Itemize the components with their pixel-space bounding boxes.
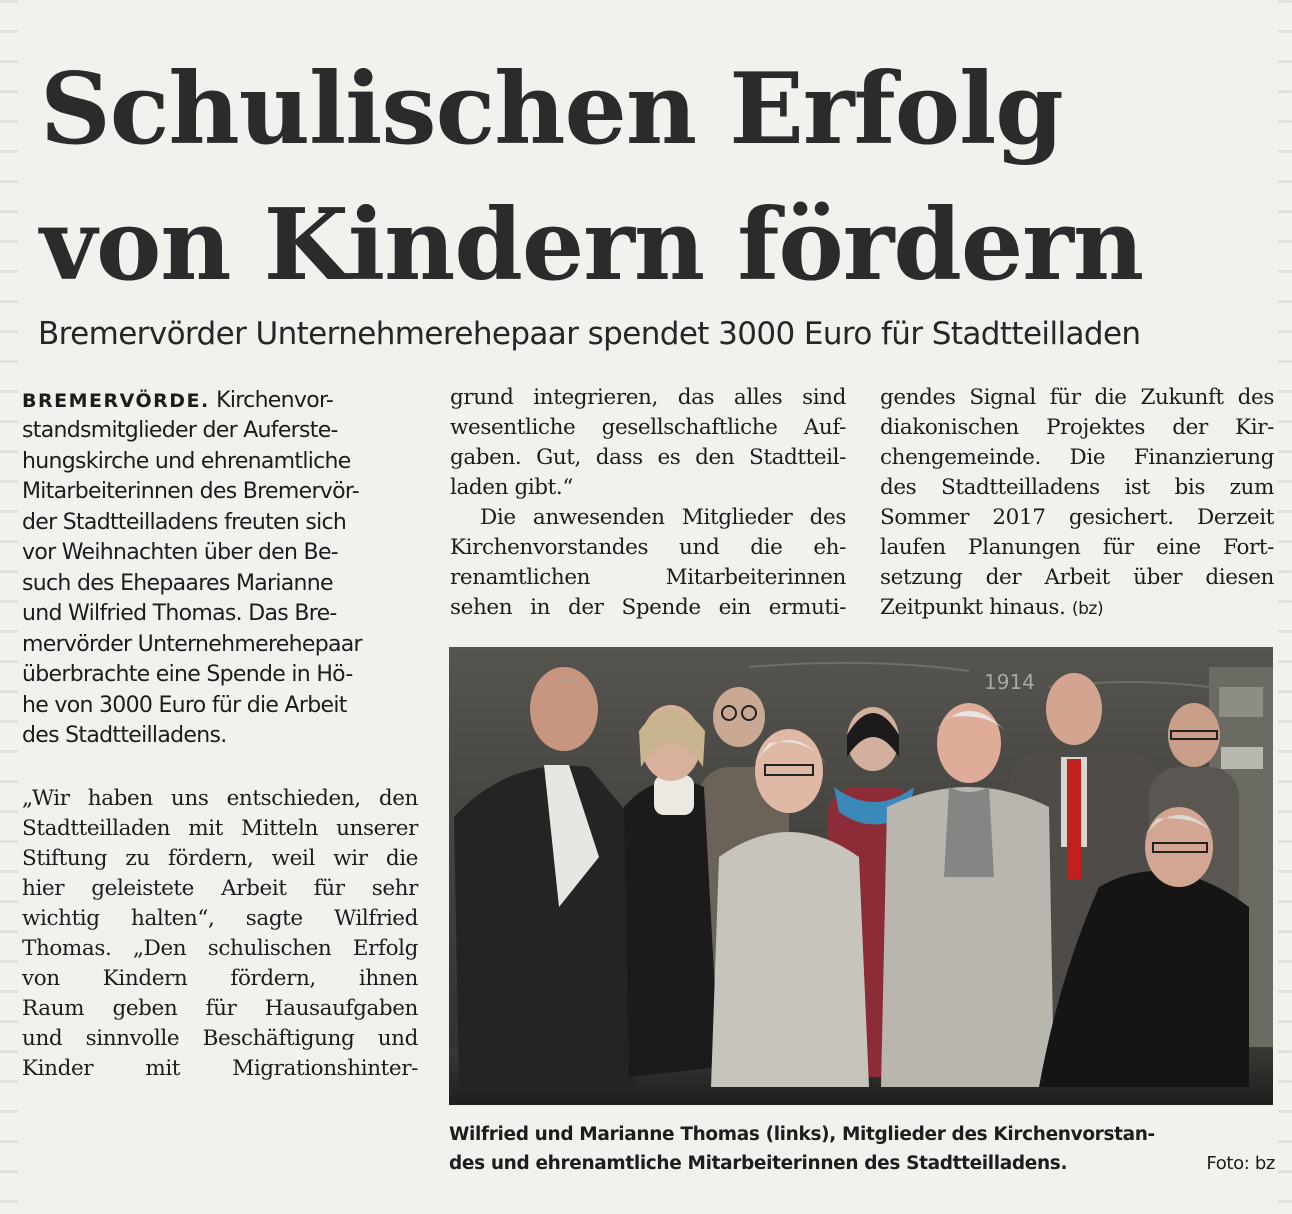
text-line: mervörder Unternehmerehepaar (22, 631, 362, 657)
article-column-1 (22, 386, 418, 1084)
caption-line-1-rest: (links), Mitglieder des Kirchenvorstan- (759, 1124, 1155, 1145)
photo-caption (449, 1120, 1275, 1178)
dateline: BREMERVÖRDE. (22, 390, 210, 412)
text-line: gendes Signal für die Zukunft des (880, 385, 1274, 410)
text-line: setzung der Arbeit über diesen (880, 565, 1274, 590)
headline (40, 42, 1270, 314)
paragraph-gap (22, 752, 418, 784)
text-line-last (880, 593, 1274, 624)
text-line: diakonischen Projektes der Kir- (880, 415, 1274, 440)
text-line: such des Ehepaares Marianne (22, 570, 333, 596)
article-quote-paragraph (22, 784, 418, 1084)
text-line: wesentliche gesellschaftliche Auf- (450, 415, 846, 440)
text-line: des Stadtteilladens ist bis zum (880, 475, 1274, 500)
headline-line-2: von Kindern fördern (40, 188, 1144, 303)
headline-line-1: Schulischen Erfolg (40, 52, 1063, 167)
scan-bleed-left (0, 0, 18, 1214)
text-line-content: Kirchenvor- (216, 388, 334, 413)
blackboard-writing: 1914 (984, 670, 1035, 694)
text-line: Sommer 2017 gesichert. Derzeit (880, 505, 1274, 530)
subheadline: Bremervörder Unternehmerehepaar spendet 3000 Euro für Stadtteilladen (38, 316, 1141, 352)
article-paragraph-2 (450, 503, 846, 623)
text-line: „Wir haben uns entschieden, den (22, 785, 418, 811)
caption-line-1 (449, 1120, 1275, 1149)
text-line: Mitarbeiterinnen des Bremervör- (22, 479, 360, 504)
text-line: Kinder mit Migrationshinter- (22, 1055, 418, 1081)
text-line: der Stadtteilladens freuten sich (22, 509, 347, 535)
text-line: hungskirche und ehrenamtliche (22, 448, 351, 474)
text-line: vor Weihnachten über den Be- (22, 540, 339, 565)
article-intro-paragraph (22, 386, 418, 416)
article-column-2 (450, 383, 846, 623)
article-column-3 (880, 383, 1274, 624)
text-line: grund integrieren, das alles sind (450, 385, 846, 410)
photo-credit: Foto: bz (1206, 1153, 1275, 1174)
article-intro-lines (22, 416, 418, 752)
text-line: sehen in der Spende ein ermuti- (450, 595, 846, 620)
text-line: wichtig halten“, sagte Wilfried (22, 905, 418, 931)
text-line: Die anwesenden Mitglieder des (480, 505, 846, 530)
group-photo (449, 647, 1273, 1105)
shelf-box (1219, 687, 1263, 717)
text-line: laden gibt.“ (450, 475, 573, 500)
text-line: Stadtteilladen mit Mitteln unserer (22, 815, 418, 841)
text-line: he von 3000 Euro für die Arbeit (22, 692, 347, 718)
shelf-box (1221, 747, 1263, 769)
text-line: laufen Planungen für eine Fort- (880, 535, 1274, 560)
text-line: und Wilfried Thomas. Das Bre- (22, 601, 337, 626)
scan-bleed-right (1278, 0, 1292, 1214)
caption-line-2 (449, 1149, 1275, 1178)
text-line: Stiftung zu fördern, weil wir die (22, 845, 418, 871)
text-line: renamtlichen Mitarbeiterinnen (450, 565, 846, 590)
text-line: Kirchenvorstandes und die eh- (450, 535, 846, 560)
article-paragraph (880, 383, 1274, 593)
text-line: Raum geben für Hausaufgaben (22, 995, 418, 1021)
text-line: überbrachte eine Spende in Hö- (22, 662, 353, 687)
article-paragraph (450, 383, 846, 503)
caption-names: Wilfried und Marianne Thomas (449, 1124, 760, 1145)
text-line: standsmitglieder der Auferste- (22, 418, 338, 443)
text-line: Thomas. „Den schulischen Erfolg (22, 935, 418, 961)
text-line: von Kindern fördern, ihnen (22, 965, 418, 991)
text-line: des Stadtteilladens. (22, 723, 227, 748)
text-line (22, 386, 418, 416)
text-line: und sinnvolle Beschäftigung und (22, 1025, 418, 1051)
text-line: hier geleistete Arbeit für sehr (22, 875, 418, 901)
author-initials: (bz) (1071, 599, 1104, 619)
caption-line-2-text: des und ehrenamtliche Mitarbeiterinnen des Stadtteilladens. (449, 1153, 1068, 1174)
group-photo-illustration (449, 647, 1273, 1105)
text-line: gaben. Gut, dass es den Stadtteil- (450, 445, 846, 470)
text-line: chengemeinde. Die Finanzierung (880, 445, 1274, 470)
closing-sentence: Zeitpunkt hinaus. (880, 595, 1066, 620)
